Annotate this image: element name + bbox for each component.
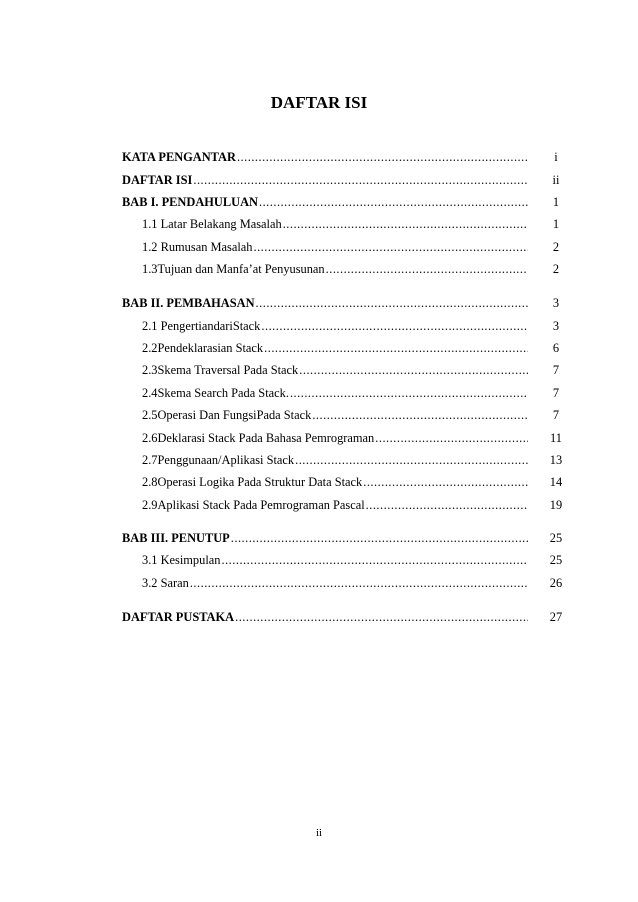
toc-entry-label: 1.2 Rumusan Masalah bbox=[142, 240, 253, 254]
toc-entry-2-9[interactable] bbox=[142, 498, 528, 513]
toc-page-number: 26 bbox=[549, 576, 563, 590]
toc-leader-dots bbox=[237, 150, 528, 165]
toc-entry-2-5[interactable] bbox=[142, 408, 528, 423]
toc-entry-label: 2.2Pendeklarasian Stack bbox=[142, 341, 264, 355]
toc-page-number: 7 bbox=[552, 386, 560, 400]
toc-page-number: 27 bbox=[549, 610, 563, 624]
toc-entry-2-2[interactable] bbox=[142, 341, 528, 356]
toc-entry-label: 2.6Deklarasi Stack Pada Bahasa Pemrograman bbox=[142, 431, 375, 445]
toc-entry-label: 2.9Aplikasi Stack Pada Pemrograman Pascal bbox=[142, 498, 365, 512]
toc-entry-2-7[interactable] bbox=[142, 453, 528, 468]
toc-entry-label: DAFTAR ISI bbox=[122, 173, 193, 187]
toc-entry-2-3[interactable] bbox=[142, 363, 528, 378]
toc-page-number: 13 bbox=[549, 453, 563, 467]
toc-page-number: 1 bbox=[552, 217, 560, 231]
toc-leader-dots bbox=[190, 576, 528, 591]
toc-entry-label: 2.3Skema Traversal Pada Stack bbox=[142, 363, 299, 377]
toc-page-number: 3 bbox=[552, 319, 560, 333]
toc-leader-dots bbox=[366, 498, 528, 513]
page-title: DAFTAR ISI bbox=[270, 93, 368, 112]
toc-leader-dots bbox=[235, 610, 528, 625]
toc-entry-bab-3[interactable] bbox=[122, 531, 528, 546]
toc-leader-dots bbox=[283, 217, 528, 232]
toc-leader-dots bbox=[231, 531, 528, 546]
toc-entry-label: DAFTAR PUSTAKA bbox=[122, 610, 235, 624]
toc-page-number: 6 bbox=[552, 341, 560, 355]
footer-page-number: ii bbox=[315, 827, 323, 839]
toc-entry-1-2[interactable] bbox=[142, 240, 528, 255]
toc-entry-kata-pengantar[interactable] bbox=[122, 150, 528, 165]
toc-entry-label: KATA PENGANTAR bbox=[122, 150, 236, 164]
toc-entry-daftar-pustaka[interactable] bbox=[122, 610, 528, 625]
toc-entry-daftar-isi[interactable] bbox=[122, 173, 528, 188]
toc-page-number: 25 bbox=[549, 531, 563, 545]
toc-page-number: 7 bbox=[552, 363, 560, 377]
toc-entry-label: 3.2 Saran bbox=[142, 576, 189, 590]
toc-page-number: 3 bbox=[552, 296, 560, 310]
toc-leader-dots bbox=[326, 262, 528, 277]
toc-leader-dots bbox=[264, 341, 528, 356]
toc-entry-1-3[interactable] bbox=[142, 262, 528, 277]
toc-leader-dots bbox=[295, 453, 528, 468]
toc-entry-2-6[interactable] bbox=[142, 431, 528, 446]
toc-leader-dots bbox=[290, 386, 528, 401]
toc-entry-label: 2.1 PengertiandariStack bbox=[142, 319, 261, 333]
toc-entry-label: BAB I. PENDAHULUAN bbox=[122, 195, 258, 209]
toc-leader-dots bbox=[363, 475, 528, 490]
toc-entry-label: 1.1 Latar Belakang Masalah bbox=[142, 217, 282, 231]
toc-page-number: ii bbox=[552, 173, 560, 187]
toc-leader-dots bbox=[221, 553, 528, 568]
toc-page-number: 19 bbox=[549, 498, 563, 512]
toc-leader-dots bbox=[253, 240, 528, 255]
toc-entry-label: BAB III. PENUTUP bbox=[122, 531, 230, 545]
toc-page-number: 7 bbox=[552, 408, 560, 422]
toc-page-number: 14 bbox=[549, 475, 563, 489]
toc-page-number: i bbox=[554, 150, 558, 164]
toc-page-number: 25 bbox=[549, 553, 563, 567]
toc-leader-dots bbox=[193, 173, 528, 188]
toc-leader-dots bbox=[299, 363, 528, 378]
toc-leader-dots bbox=[256, 296, 528, 311]
toc-leader-dots bbox=[312, 408, 528, 423]
toc-entry-label: 2.8Operasi Logika Pada Struktur Data Stack bbox=[142, 475, 363, 489]
toc-entry-label: 1.3Tujuan dan Manfa’at Penyusunan bbox=[142, 262, 325, 276]
toc-entry-label: BAB II. PEMBAHASAN bbox=[122, 296, 255, 310]
toc-entry-3-1[interactable] bbox=[142, 553, 528, 568]
toc-entry-bab-1[interactable] bbox=[122, 195, 528, 210]
toc-page-number: 11 bbox=[550, 431, 562, 445]
toc-entry-label: 2.7Penggunaan/Aplikasi Stack bbox=[142, 453, 295, 467]
toc-leader-dots bbox=[261, 319, 528, 334]
toc-entry-3-2[interactable] bbox=[142, 576, 528, 591]
toc-entry-label: 2.4Skema Search Pada Stack. bbox=[142, 386, 289, 400]
toc-entry-2-8[interactable] bbox=[142, 475, 528, 490]
toc-page-number: 2 bbox=[552, 240, 560, 254]
toc-entry-1-1[interactable] bbox=[142, 217, 528, 232]
toc-leader-dots bbox=[375, 431, 528, 446]
toc-page-number: 1 bbox=[552, 195, 560, 209]
toc-entry-label: 3.1 Kesimpulan bbox=[142, 553, 221, 567]
toc-entry-label: 2.5Operasi Dan FungsiPada Stack bbox=[142, 408, 312, 422]
toc-entry-2-1[interactable] bbox=[142, 319, 528, 334]
toc-leader-dots bbox=[259, 195, 528, 210]
toc-page-number: 2 bbox=[552, 262, 560, 276]
toc-entry-2-4[interactable] bbox=[142, 386, 528, 401]
toc-entry-bab-2[interactable] bbox=[122, 296, 528, 311]
